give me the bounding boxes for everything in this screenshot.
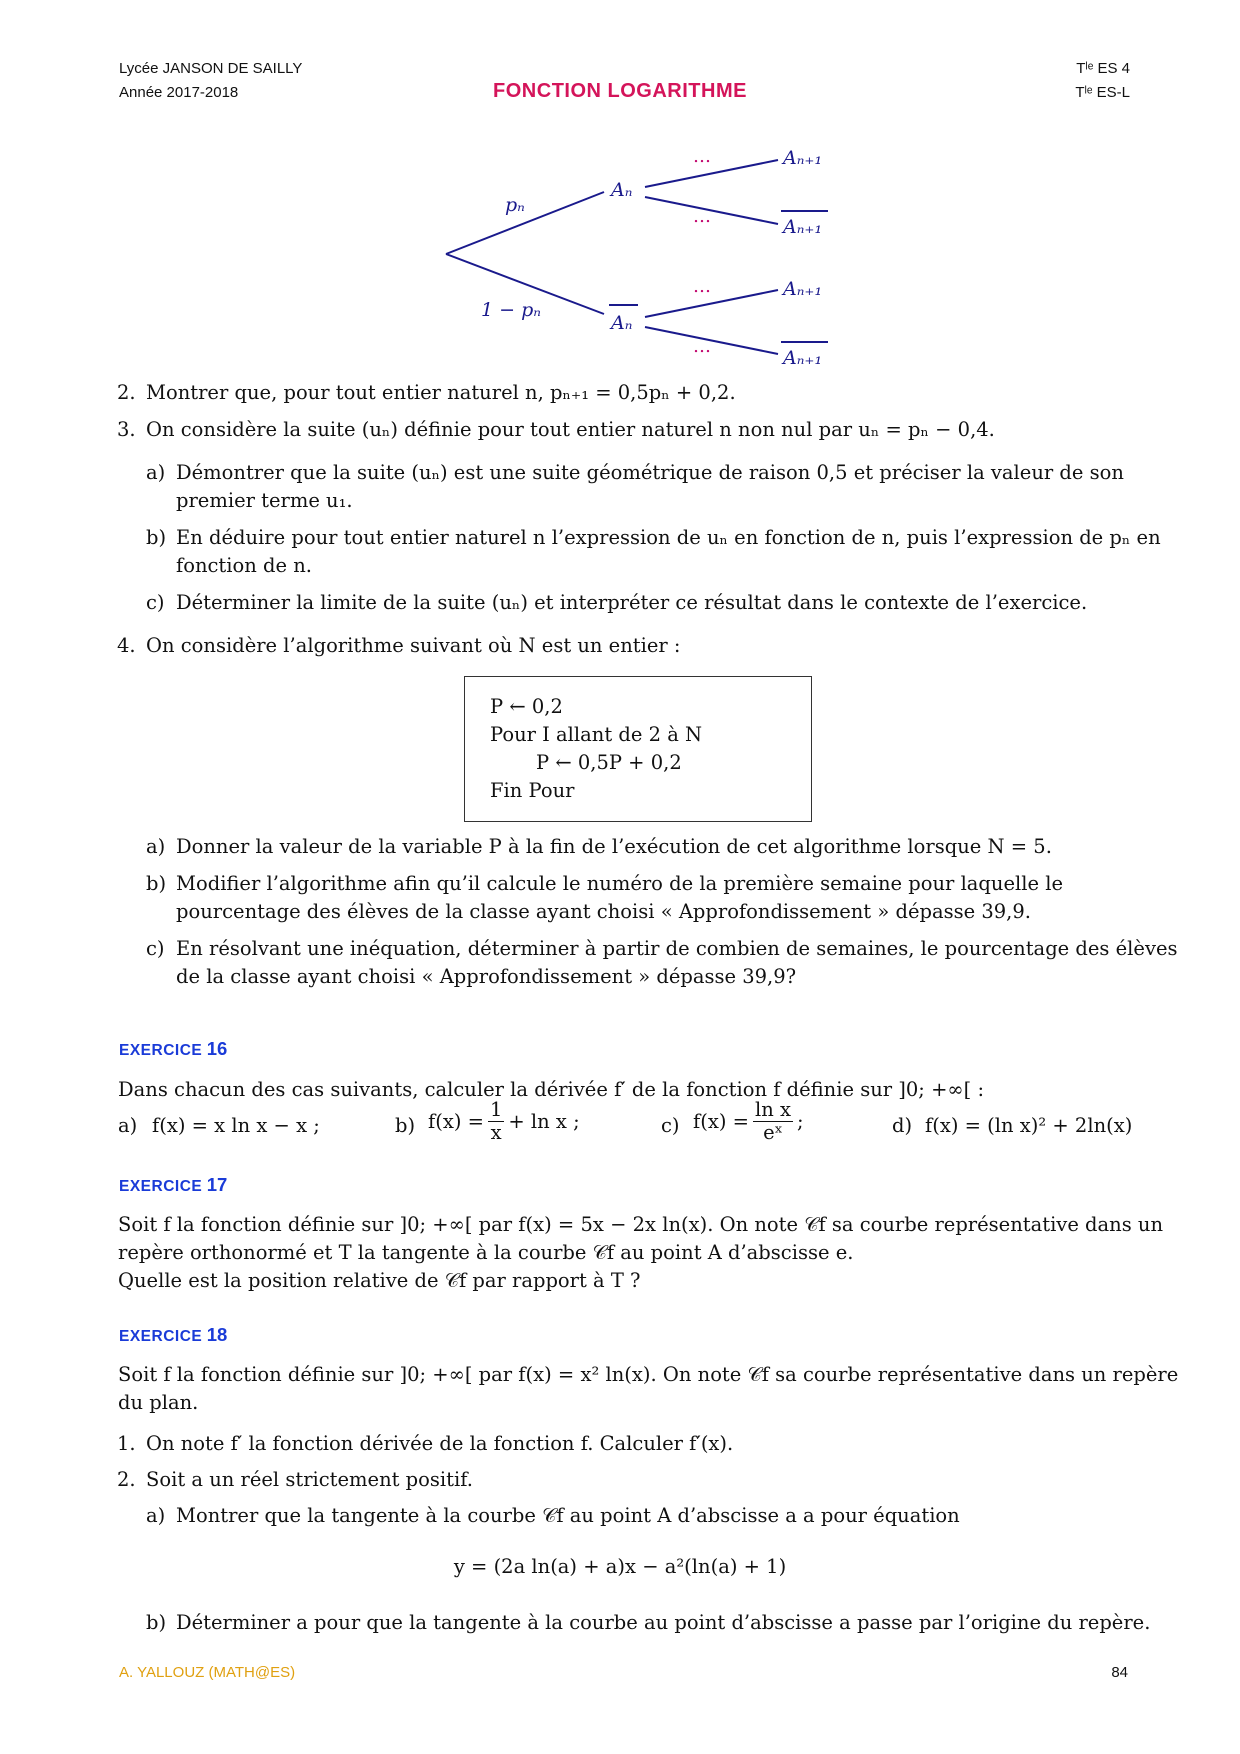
tree-label-q: 1 − pₙ bbox=[481, 299, 541, 321]
tree-dots-3: … bbox=[693, 276, 711, 297]
tree-branch-notA-A bbox=[645, 290, 778, 317]
q3b-label: b) bbox=[146, 526, 167, 549]
class-label-1: Tˡᵉ ES 4 bbox=[1076, 60, 1130, 77]
ex16-b-lhs: f(x) = bbox=[428, 1110, 484, 1133]
q2-number: 2. bbox=[117, 381, 136, 404]
q4a-line-1: Donner la valeur de la variable P à la fin de l’exécution de cet algorithme lorsque N = 5. bbox=[176, 835, 1052, 858]
ex18-q2a-label: a) bbox=[146, 1504, 166, 1527]
q2-text: Montrer que, pour tout entier naturel n, pₙ₊₁ = 0,5pₙ + 0,2. bbox=[146, 381, 736, 404]
q3b-line-2: fonction de n. bbox=[176, 554, 312, 577]
ex17-line-3: Quelle est la position relative de 𝒞f par rapport à T ? bbox=[118, 1269, 641, 1292]
ex16-c-lhs: f(x) = bbox=[693, 1110, 749, 1133]
probability-tree bbox=[0, 0, 1240, 380]
ex16-c-fraction bbox=[753, 1099, 793, 1144]
exercise-number: 16 bbox=[206, 1038, 228, 1059]
ex16-c-rhs: ; bbox=[796, 1110, 804, 1133]
q4-number: 4. bbox=[117, 634, 136, 657]
ex16-c-label: c) bbox=[661, 1114, 680, 1137]
q3b-line-1: En déduire pour tout entier naturel n l’expression de uₙ en fonction de n, puis l’expression de pₙ en bbox=[176, 526, 1161, 549]
ex18-q2a-line-1: Montrer que la tangente à la courbe 𝒞f au point A d’abscisse a a pour équation bbox=[176, 1504, 960, 1527]
tree-branch-notA-notA bbox=[645, 327, 778, 354]
ex18-line-1: Soit f la fonction définie sur ]0; +∞[ par f(x) = x² ln(x). On note 𝒞f sa courbe représentative dans un repère bbox=[118, 1363, 1179, 1386]
class-label-2: Tˡᵉ ES-L bbox=[1075, 84, 1130, 101]
ex16-d-label: d) bbox=[892, 1114, 913, 1137]
ex18-q2b-line-1: Déterminer a pour que la tangente à la courbe au point d’abscisse a passe par l’origine du repère. bbox=[176, 1611, 1151, 1634]
algo-line-2: Pour I allant de 2 à N bbox=[490, 723, 703, 746]
ex16-b-label: b) bbox=[395, 1114, 416, 1137]
tree-branch-p bbox=[446, 192, 604, 254]
q3a-label: a) bbox=[146, 461, 166, 484]
ex18-q1-number: 1. bbox=[117, 1432, 136, 1455]
q4-text: On considère l’algorithme suivant où N est un entier : bbox=[146, 634, 681, 657]
ex16-a-label: a) bbox=[118, 1114, 138, 1137]
ex16-b-expr bbox=[428, 1099, 580, 1144]
tree-dots-4: … bbox=[693, 336, 711, 357]
tree-leaf-3: Aₙ₊₁ bbox=[783, 278, 823, 300]
algo-line-4: Fin Pour bbox=[490, 779, 575, 802]
exercise-word: EXERCICE bbox=[119, 1178, 203, 1195]
page-title: FONCTION LOGARITHME bbox=[493, 80, 747, 102]
tree-dots-2: … bbox=[693, 206, 711, 227]
ex18-q2-number: 2. bbox=[117, 1468, 136, 1491]
ex18-line-2: du plan. bbox=[118, 1391, 199, 1414]
tree-branch-A-A bbox=[645, 160, 778, 187]
tree-node-notA: Aₙ bbox=[611, 312, 633, 334]
ex17-line-2: repère orthonormé et T la tangente à la courbe 𝒞f au point A d’abscisse e. bbox=[118, 1241, 854, 1264]
exercise-18-heading bbox=[119, 1324, 227, 1346]
tree-dots-1: … bbox=[693, 146, 711, 167]
ex18-q1-text: On note f′ la fonction dérivée de la fonction f. Calculer f′(x). bbox=[146, 1432, 734, 1455]
exercise-number: 18 bbox=[206, 1324, 228, 1345]
q3-number: 3. bbox=[117, 418, 136, 441]
ex16-b-fraction bbox=[488, 1099, 504, 1144]
q4a-label: a) bbox=[146, 835, 166, 858]
q4c-label: c) bbox=[146, 937, 165, 960]
q4c-line-2: de la classe ayant choisi « Approfondissement » dépasse 39,9? bbox=[176, 965, 797, 988]
footer-author: A. YALLOUZ (MATH@ES) bbox=[119, 1664, 296, 1681]
q4c-line-1: En résolvant une inéquation, déterminer à partir de combien de semaines, le pourcentage des élèves bbox=[176, 937, 1178, 960]
tree-leaf-1: Aₙ₊₁ bbox=[783, 147, 823, 169]
algorithm-box bbox=[464, 676, 812, 822]
tree-label-p: pₙ bbox=[505, 194, 525, 216]
q3c-line-1: Déterminer la limite de la suite (uₙ) et interpréter ce résultat dans le contexte de l’exercice. bbox=[176, 591, 1088, 614]
ex16-c-denominator: eˣ bbox=[763, 1121, 783, 1144]
ex18-q2-text: Soit a un réel strictement positif. bbox=[146, 1468, 473, 1491]
ex16-c-numerator: ln x bbox=[754, 1098, 791, 1121]
exercise-16-heading bbox=[119, 1038, 227, 1060]
algo-line-3: P ← 0,5P + 0,2 bbox=[536, 751, 682, 774]
q4b-line-1: Modifier l’algorithme afin qu’il calcule le numéro de la première semaine pour laquelle le bbox=[176, 872, 1064, 895]
ex16-a-expr: f(x) = x ln x − x ; bbox=[152, 1114, 320, 1137]
q4b-line-2: pourcentage des élèves de la classe ayant choisi « Approfondissement » dépasse 39,9. bbox=[176, 900, 1031, 923]
exercise-number: 17 bbox=[206, 1174, 228, 1195]
ex16-intro: Dans chacun des cas suivants, calculer la dérivée f′ de la fonction f définie sur ]0; +∞[ : bbox=[118, 1078, 985, 1101]
ex16-b-numerator: 1 bbox=[489, 1098, 503, 1121]
tree-leaf-2: Aₙ₊₁ bbox=[783, 216, 823, 238]
school-name: Lycée JANSON DE SAILLY bbox=[119, 60, 303, 77]
ex16-d-expr: f(x) = (ln x)² + 2ln(x) bbox=[925, 1114, 1133, 1137]
tree-node-A: Aₙ bbox=[611, 179, 633, 201]
ex16-c-expr bbox=[693, 1099, 804, 1144]
exercise-word: EXERCICE bbox=[119, 1042, 203, 1059]
ex17-line-1: Soit f la fonction définie sur ]0; +∞[ par f(x) = 5x − 2x ln(x). On note 𝒞f sa courbe représentative dans un bbox=[118, 1213, 1164, 1236]
ex16-b-denominator: x bbox=[490, 1121, 502, 1144]
q4b-label: b) bbox=[146, 872, 167, 895]
school-year: Année 2017-2018 bbox=[119, 84, 239, 101]
page-number: 84 bbox=[1111, 1664, 1128, 1681]
q3a-line-1: Démontrer que la suite (uₙ) est une suite géométrique de raison 0,5 et préciser la valeur de son bbox=[176, 461, 1124, 484]
q3-text: On considère la suite (uₙ) définie pour tout entier naturel n non nul par uₙ = pₙ − 0,4. bbox=[146, 418, 995, 441]
ex18-equation: y = (2a ln(a) + a)x − a²(ln(a) + 1) bbox=[453, 1555, 787, 1578]
q3a-line-2: premier terme u₁. bbox=[176, 489, 353, 512]
ex16-b-rhs: + ln x ; bbox=[508, 1110, 580, 1133]
tree-leaf-4: Aₙ₊₁ bbox=[783, 347, 823, 369]
q3c-label: c) bbox=[146, 591, 165, 614]
algo-line-1: P ← 0,2 bbox=[490, 695, 563, 718]
exercise-17-heading bbox=[119, 1174, 227, 1196]
tree-branch-A-notA bbox=[645, 197, 778, 224]
ex18-q2b-label: b) bbox=[146, 1611, 167, 1634]
exercise-word: EXERCICE bbox=[119, 1328, 203, 1345]
